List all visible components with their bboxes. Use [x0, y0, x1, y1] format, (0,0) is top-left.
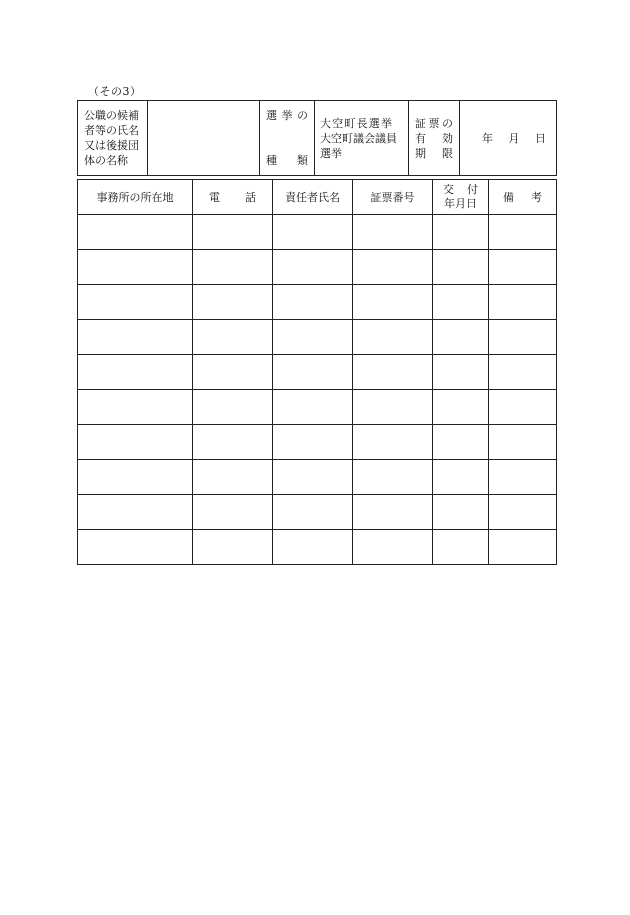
notes-cell[interactable] — [489, 215, 557, 250]
cert-no-cell[interactable] — [353, 460, 433, 495]
notes-cell[interactable] — [489, 355, 557, 390]
phone-cell[interactable] — [193, 495, 273, 530]
phone-cell[interactable] — [193, 355, 273, 390]
notes-cell[interactable] — [489, 425, 557, 460]
table-row — [78, 530, 557, 565]
cert-no-cell[interactable] — [353, 530, 433, 565]
manager-cell[interactable] — [273, 460, 353, 495]
cert-no-cell[interactable] — [353, 250, 433, 285]
table-row — [78, 355, 557, 390]
cert-no-cell[interactable] — [353, 320, 433, 355]
address-cell[interactable] — [78, 215, 193, 250]
manager-cell[interactable] — [273, 320, 353, 355]
election-type-label-char: 挙 — [281, 109, 293, 122]
notes-cell[interactable] — [489, 250, 557, 285]
table-row — [78, 250, 557, 285]
manager-cell[interactable] — [273, 285, 353, 320]
election-type-line: 選挙 — [320, 146, 342, 160]
election-type-label-cell — [260, 101, 315, 176]
election-type-label-char: 種 — [266, 154, 277, 167]
header-manager: 責任者氏名 — [273, 180, 353, 215]
address-cell[interactable] — [78, 355, 193, 390]
manager-cell[interactable] — [273, 355, 353, 390]
date-unit-month: 月 — [508, 131, 520, 145]
phone-cell[interactable] — [193, 285, 273, 320]
table-row — [78, 285, 557, 320]
phone-cell[interactable] — [193, 460, 273, 495]
phone-cell[interactable] — [193, 320, 273, 355]
table-row — [78, 215, 557, 250]
name-label-line: 体の名称 — [84, 154, 128, 167]
validity-label-char: 票 — [428, 116, 440, 130]
election-type-label-char: 類 — [297, 154, 308, 167]
notes-cell[interactable] — [489, 495, 557, 530]
table-row — [78, 495, 557, 530]
validity-label-char: 期 — [415, 146, 426, 160]
address-cell[interactable] — [78, 390, 193, 425]
election-type-line: 大空町長選挙 — [320, 116, 394, 130]
header-issued-date: 交 付 年月日 — [433, 180, 489, 215]
phone-cell[interactable] — [193, 250, 273, 285]
office-list-body — [78, 215, 557, 565]
manager-cell[interactable] — [273, 250, 353, 285]
phone-cell[interactable] — [193, 390, 273, 425]
address-cell[interactable] — [78, 460, 193, 495]
header-cert-no: 証票番号 — [353, 180, 433, 215]
office-list-table — [77, 179, 557, 565]
notes-cell[interactable] — [489, 530, 557, 565]
address-cell[interactable] — [78, 250, 193, 285]
issued-date-cell[interactable] — [433, 495, 489, 530]
name-label-cell — [78, 101, 148, 176]
validity-date-cell[interactable] — [460, 101, 557, 176]
notes-cell[interactable] — [489, 285, 557, 320]
page-label: （その3） — [88, 85, 142, 98]
address-cell[interactable] — [78, 530, 193, 565]
issued-date-cell[interactable] — [433, 250, 489, 285]
table-row — [78, 390, 557, 425]
cert-no-cell[interactable] — [353, 495, 433, 530]
address-cell[interactable] — [78, 320, 193, 355]
notes-cell[interactable] — [489, 460, 557, 495]
manager-cell[interactable] — [273, 390, 353, 425]
validity-label-cell — [409, 101, 460, 176]
info-table — [77, 100, 557, 176]
table-row — [78, 460, 557, 495]
certificate-form — [77, 100, 556, 565]
header-notes: 備 考 — [489, 180, 557, 215]
table-row — [78, 425, 557, 460]
table-row — [78, 320, 557, 355]
date-unit-day: 日 — [535, 131, 546, 145]
cert-no-cell[interactable] — [353, 285, 433, 320]
issued-date-cell[interactable] — [433, 215, 489, 250]
phone-cell[interactable] — [193, 530, 273, 565]
validity-label-char: の — [442, 116, 453, 130]
election-type-label-char: 選 — [266, 109, 277, 122]
validity-label-char: 限 — [442, 146, 453, 160]
phone-cell[interactable] — [193, 215, 273, 250]
election-type-line: 大空町議会議員 — [320, 131, 397, 145]
election-type-value-cell — [315, 101, 409, 176]
notes-cell[interactable] — [489, 320, 557, 355]
cert-no-cell[interactable] — [353, 425, 433, 460]
manager-cell[interactable] — [273, 215, 353, 250]
cert-no-cell[interactable] — [353, 390, 433, 425]
header-phone: 電 話 — [193, 180, 273, 215]
cert-no-cell[interactable] — [353, 355, 433, 390]
office-list-header — [78, 180, 557, 215]
name-label-line: 者等の氏名 — [84, 124, 139, 137]
issued-date-cell[interactable] — [433, 460, 489, 495]
cert-no-cell[interactable] — [353, 215, 433, 250]
header-address: 事務所の所在地 — [78, 180, 193, 215]
name-label-line: 公職の候補 — [84, 109, 139, 122]
issued-date-cell[interactable] — [433, 390, 489, 425]
name-value-cell[interactable] — [148, 101, 260, 176]
manager-cell[interactable] — [273, 495, 353, 530]
address-cell[interactable] — [78, 425, 193, 460]
manager-cell[interactable] — [273, 530, 353, 565]
address-cell[interactable] — [78, 495, 193, 530]
issued-date-cell[interactable] — [433, 530, 489, 565]
manager-cell[interactable] — [273, 425, 353, 460]
name-label-line: 又は後援団 — [84, 139, 139, 152]
issued-date-cell[interactable] — [433, 425, 489, 460]
validity-label-char: 有 — [415, 131, 426, 145]
notes-cell[interactable] — [489, 390, 557, 425]
issued-date-cell[interactable] — [433, 285, 489, 320]
date-unit-year: 年 — [482, 131, 493, 145]
phone-cell[interactable] — [193, 425, 273, 460]
issued-date-cell[interactable] — [433, 355, 489, 390]
election-type-label-char: の — [297, 109, 308, 122]
validity-label-char: 証 — [415, 116, 426, 130]
address-cell[interactable] — [78, 285, 193, 320]
issued-date-cell[interactable] — [433, 320, 489, 355]
validity-label-char: 効 — [442, 131, 453, 145]
